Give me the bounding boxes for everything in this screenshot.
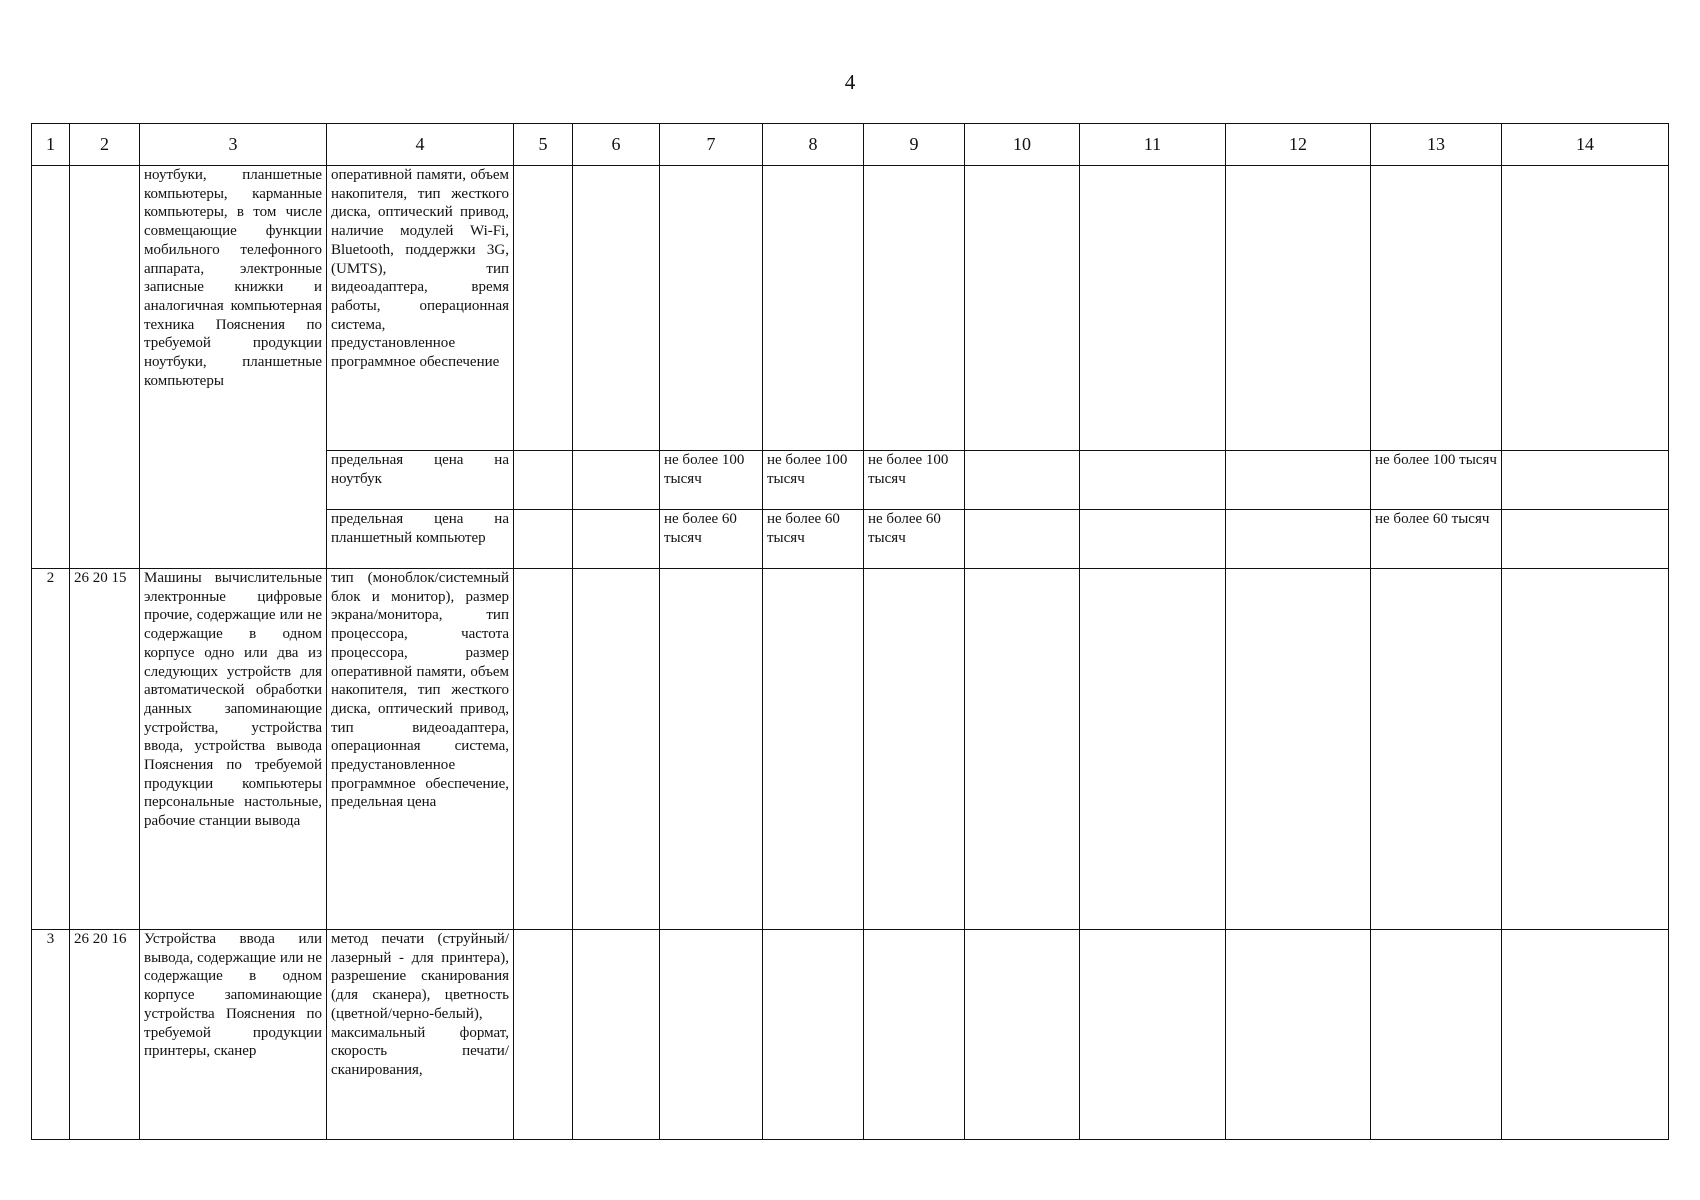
table-cell bbox=[1080, 166, 1226, 451]
table-cell bbox=[70, 166, 140, 569]
table-cell bbox=[573, 930, 660, 1140]
price-cell: не более 100 тысяч bbox=[763, 451, 864, 510]
table-cell bbox=[514, 569, 573, 930]
okpd-code: 26 20 16 bbox=[70, 930, 140, 1140]
okpd-code: 26 20 15 bbox=[70, 569, 140, 930]
price-cell: не более 100 тысяч bbox=[1371, 451, 1502, 510]
characteristics-cell: метод печати (струйный/лазерный - для принтера), разрешение сканирования (для сканера), цветность (цветной/черно-белый), максимальный формат, скорость печати/сканирования, bbox=[327, 930, 514, 1140]
table-cell bbox=[660, 166, 763, 451]
product-description: Машины вычислительные электронные цифровые прочие, содержащие или не содержащие в одном корпусе одно или два из следующих устройств для автоматической обработки данных запоминающие устройства, устройства ввода, устройства вывода Пояснения по требуемой продукции компьютеры персональные настольные, рабочие станции вывода bbox=[140, 569, 327, 930]
row-number: 3 bbox=[32, 930, 70, 1140]
column-header: 3 bbox=[140, 124, 327, 166]
table-cell bbox=[1226, 930, 1371, 1140]
column-header: 14 bbox=[1502, 124, 1669, 166]
characteristics-cell: оперативной памяти, объем накопителя, тип жесткого диска, оптический привод, наличие модулей Wi-Fi, Bluetooth, поддержки 3G, (UMTS), тип видеоадаптера, время работы, операционная система, предустановленное программное обеспечение bbox=[327, 166, 514, 451]
table-cell bbox=[1371, 930, 1502, 1140]
table-cell bbox=[1226, 166, 1371, 451]
table-cell bbox=[514, 930, 573, 1140]
table-row bbox=[32, 166, 1669, 451]
column-header: 10 bbox=[965, 124, 1080, 166]
column-header: 4 bbox=[327, 124, 514, 166]
column-header: 13 bbox=[1371, 124, 1502, 166]
table-cell bbox=[763, 569, 864, 930]
column-header: 8 bbox=[763, 124, 864, 166]
table-cell bbox=[1080, 930, 1226, 1140]
row-number: 2 bbox=[32, 569, 70, 930]
requirements-table bbox=[31, 123, 1669, 1140]
column-header: 12 bbox=[1226, 124, 1371, 166]
table-cell bbox=[660, 930, 763, 1140]
table-cell bbox=[1502, 510, 1669, 569]
table-cell bbox=[514, 451, 573, 510]
price-cell: не более 60 тысяч bbox=[763, 510, 864, 569]
table-cell bbox=[763, 930, 864, 1140]
table-cell bbox=[763, 166, 864, 451]
table-cell bbox=[864, 930, 965, 1140]
table-cell bbox=[965, 451, 1080, 510]
table-cell bbox=[1502, 569, 1669, 930]
table-cell bbox=[573, 166, 660, 451]
table-row bbox=[32, 930, 1669, 1140]
table-cell bbox=[573, 569, 660, 930]
table-cell bbox=[1502, 166, 1669, 451]
column-header: 7 bbox=[660, 124, 763, 166]
table-cell bbox=[864, 166, 965, 451]
table-cell bbox=[660, 569, 763, 930]
table-cell bbox=[965, 166, 1080, 451]
characteristics-cell: тип (моноблок/системный блок и монитор), размер экрана/монитора, тип процессора, частота процессора, размер оперативной памяти, объем накопителя, тип жесткого диска, оптический привод, тип видеоадаптера, операционная система, предустановленное программное обеспечение, предельная цена bbox=[327, 569, 514, 930]
price-cell: не более 100 тысяч bbox=[660, 451, 763, 510]
table-cell bbox=[1371, 569, 1502, 930]
price-cell: не более 60 тысяч bbox=[1371, 510, 1502, 569]
price-cell: не более 60 тысяч bbox=[660, 510, 763, 569]
table-cell bbox=[965, 930, 1080, 1140]
price-cell: не более 100 тысяч bbox=[864, 451, 965, 510]
table-cell bbox=[965, 510, 1080, 569]
column-header: 1 bbox=[32, 124, 70, 166]
table-cell bbox=[32, 166, 70, 569]
characteristics-cell: предельная цена на ноутбук bbox=[327, 451, 514, 510]
table-cell bbox=[573, 510, 660, 569]
table-cell bbox=[1226, 510, 1371, 569]
table-cell bbox=[1371, 166, 1502, 451]
price-cell: не более 60 тысяч bbox=[864, 510, 965, 569]
table-cell bbox=[1226, 569, 1371, 930]
column-header: 9 bbox=[864, 124, 965, 166]
column-header: 6 bbox=[573, 124, 660, 166]
column-header: 5 bbox=[514, 124, 573, 166]
characteristics-cell: предельная цена на планшетный компьютер bbox=[327, 510, 514, 569]
table-cell bbox=[965, 569, 1080, 930]
table-cell bbox=[864, 569, 965, 930]
table-cell bbox=[1502, 930, 1669, 1140]
header-row bbox=[32, 124, 1669, 166]
table-cell bbox=[1080, 510, 1226, 569]
table-cell bbox=[573, 451, 660, 510]
page-number: 4 bbox=[844, 70, 856, 94]
table-cell bbox=[1226, 451, 1371, 510]
table-cell bbox=[1080, 569, 1226, 930]
table-cell bbox=[1502, 451, 1669, 510]
table-cell bbox=[514, 510, 573, 569]
table-cell bbox=[1080, 451, 1226, 510]
column-header: 11 bbox=[1080, 124, 1226, 166]
table-row bbox=[32, 569, 1669, 930]
product-description: ноутбуки, планшетные компьютеры, карманные компьютеры, в том числе совмещающие функции мобильного телефонного аппарата, электронные записные книжки и аналогичная компьютерная техника Пояснения по требуемой продукции ноутбуки, планшетные компьютеры bbox=[140, 166, 327, 569]
column-header: 2 bbox=[70, 124, 140, 166]
table-cell bbox=[514, 166, 573, 451]
product-description: Устройства ввода или вывода, содержащие или не содержащие в одном корпусе запоминающие устройства Пояснения по требуемой продукции принтеры, сканер bbox=[140, 930, 327, 1140]
